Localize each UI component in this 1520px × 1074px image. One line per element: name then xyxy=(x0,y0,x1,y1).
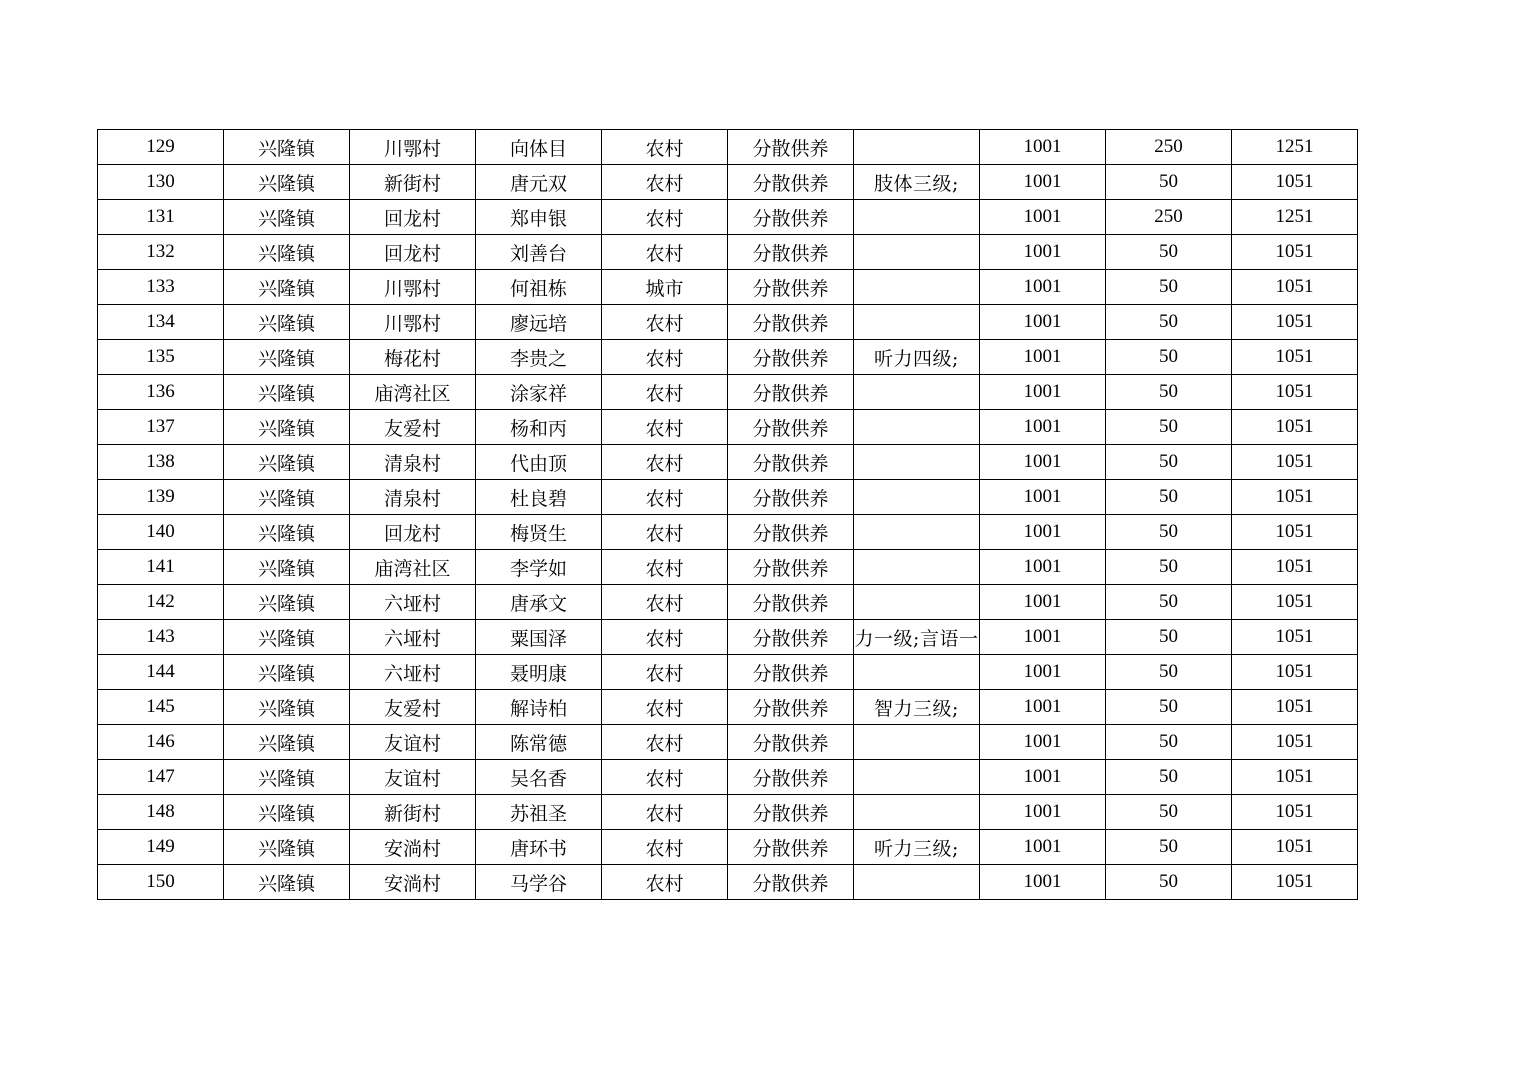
town-cell: 兴隆镇 xyxy=(224,725,350,760)
support-type-cell: 分散供养 xyxy=(728,340,854,375)
table-row xyxy=(98,865,1358,900)
disability-note-cell xyxy=(854,795,980,830)
index-cell: 139 xyxy=(98,480,224,515)
table-row xyxy=(98,655,1358,690)
household-type-cell: 农村 xyxy=(602,375,728,410)
total-amount-cell: 1051 xyxy=(1232,620,1358,655)
base-amount-cell: 1001 xyxy=(980,445,1106,480)
support-type-cell: 分散供养 xyxy=(728,550,854,585)
base-amount-cell: 1001 xyxy=(980,865,1106,900)
support-type-cell: 分散供养 xyxy=(728,130,854,165)
table-row xyxy=(98,830,1358,865)
base-amount-cell: 1001 xyxy=(980,480,1106,515)
disability-note-cell xyxy=(854,200,980,235)
village-cell: 庙湾社区 xyxy=(350,375,476,410)
index-cell: 134 xyxy=(98,305,224,340)
base-amount-cell: 1001 xyxy=(980,235,1106,270)
household-type-cell: 农村 xyxy=(602,725,728,760)
extra-amount-cell: 50 xyxy=(1106,165,1232,200)
town-cell: 兴隆镇 xyxy=(224,515,350,550)
town-cell: 兴隆镇 xyxy=(224,760,350,795)
base-amount-cell: 1001 xyxy=(980,655,1106,690)
village-cell: 回龙村 xyxy=(350,515,476,550)
disability-note-cell xyxy=(854,515,980,550)
extra-amount-cell: 50 xyxy=(1106,305,1232,340)
name-cell: 涂家祥 xyxy=(476,375,602,410)
table-row xyxy=(98,795,1358,830)
total-amount-cell: 1051 xyxy=(1232,410,1358,445)
disability-note-cell xyxy=(854,305,980,340)
index-cell: 146 xyxy=(98,725,224,760)
total-amount-cell: 1051 xyxy=(1232,480,1358,515)
table-row xyxy=(98,550,1358,585)
extra-amount-cell: 50 xyxy=(1106,410,1232,445)
table-row xyxy=(98,305,1358,340)
household-type-cell: 农村 xyxy=(602,620,728,655)
base-amount-cell: 1001 xyxy=(980,620,1106,655)
table-row xyxy=(98,515,1358,550)
table-row xyxy=(98,340,1358,375)
household-type-cell: 农村 xyxy=(602,865,728,900)
name-cell: 向体目 xyxy=(476,130,602,165)
village-cell: 友谊村 xyxy=(350,760,476,795)
town-cell: 兴隆镇 xyxy=(224,375,350,410)
base-amount-cell: 1001 xyxy=(980,200,1106,235)
index-cell: 150 xyxy=(98,865,224,900)
total-amount-cell: 1051 xyxy=(1232,795,1358,830)
town-cell: 兴隆镇 xyxy=(224,270,350,305)
total-amount-cell: 1051 xyxy=(1232,515,1358,550)
village-cell: 清泉村 xyxy=(350,480,476,515)
total-amount-cell: 1051 xyxy=(1232,585,1358,620)
town-cell: 兴隆镇 xyxy=(224,235,350,270)
extra-amount-cell: 50 xyxy=(1106,340,1232,375)
extra-amount-cell: 50 xyxy=(1106,585,1232,620)
extra-amount-cell: 50 xyxy=(1106,795,1232,830)
disability-note-cell xyxy=(854,760,980,795)
table-row xyxy=(98,690,1358,725)
name-cell: 粟国泽 xyxy=(476,620,602,655)
total-amount-cell: 1251 xyxy=(1232,200,1358,235)
name-cell: 聂明康 xyxy=(476,655,602,690)
town-cell: 兴隆镇 xyxy=(224,340,350,375)
town-cell: 兴隆镇 xyxy=(224,865,350,900)
base-amount-cell: 1001 xyxy=(980,725,1106,760)
index-cell: 140 xyxy=(98,515,224,550)
town-cell: 兴隆镇 xyxy=(224,795,350,830)
base-amount-cell: 1001 xyxy=(980,690,1106,725)
index-cell: 149 xyxy=(98,830,224,865)
total-amount-cell: 1051 xyxy=(1232,655,1358,690)
base-amount-cell: 1001 xyxy=(980,130,1106,165)
support-type-cell: 分散供养 xyxy=(728,760,854,795)
support-type-cell: 分散供养 xyxy=(728,515,854,550)
support-type-cell: 分散供养 xyxy=(728,725,854,760)
village-cell: 新街村 xyxy=(350,795,476,830)
table-row xyxy=(98,130,1358,165)
extra-amount-cell: 50 xyxy=(1106,550,1232,585)
support-type-cell: 分散供养 xyxy=(728,865,854,900)
extra-amount-cell: 50 xyxy=(1106,235,1232,270)
household-type-cell: 农村 xyxy=(602,585,728,620)
disability-note-cell xyxy=(854,445,980,480)
town-cell: 兴隆镇 xyxy=(224,690,350,725)
extra-amount-cell: 250 xyxy=(1106,130,1232,165)
disability-note-cell xyxy=(854,655,980,690)
household-type-cell: 农村 xyxy=(602,550,728,585)
support-type-cell: 分散供养 xyxy=(728,620,854,655)
total-amount-cell: 1051 xyxy=(1232,375,1358,410)
extra-amount-cell: 50 xyxy=(1106,375,1232,410)
village-cell: 川鄂村 xyxy=(350,305,476,340)
village-cell: 川鄂村 xyxy=(350,130,476,165)
base-amount-cell: 1001 xyxy=(980,410,1106,445)
name-cell: 唐环书 xyxy=(476,830,602,865)
support-type-cell: 分散供养 xyxy=(728,830,854,865)
index-cell: 141 xyxy=(98,550,224,585)
town-cell: 兴隆镇 xyxy=(224,165,350,200)
total-amount-cell: 1251 xyxy=(1232,130,1358,165)
disability-note-cell xyxy=(854,725,980,760)
household-type-cell: 农村 xyxy=(602,480,728,515)
extra-amount-cell: 250 xyxy=(1106,200,1232,235)
support-type-cell: 分散供养 xyxy=(728,200,854,235)
village-cell: 清泉村 xyxy=(350,445,476,480)
index-cell: 133 xyxy=(98,270,224,305)
village-cell: 六垭村 xyxy=(350,585,476,620)
total-amount-cell: 1051 xyxy=(1232,690,1358,725)
table-body xyxy=(98,130,1358,900)
name-cell: 陈常德 xyxy=(476,725,602,760)
index-cell: 145 xyxy=(98,690,224,725)
extra-amount-cell: 50 xyxy=(1106,515,1232,550)
table-row xyxy=(98,270,1358,305)
household-type-cell: 农村 xyxy=(602,830,728,865)
support-type-cell: 分散供养 xyxy=(728,795,854,830)
extra-amount-cell: 50 xyxy=(1106,830,1232,865)
total-amount-cell: 1051 xyxy=(1232,270,1358,305)
name-cell: 唐承文 xyxy=(476,585,602,620)
table-row xyxy=(98,585,1358,620)
base-amount-cell: 1001 xyxy=(980,305,1106,340)
support-type-cell: 分散供养 xyxy=(728,585,854,620)
town-cell: 兴隆镇 xyxy=(224,655,350,690)
disability-note-cell: 智力三级; xyxy=(854,690,980,725)
town-cell: 兴隆镇 xyxy=(224,830,350,865)
town-cell: 兴隆镇 xyxy=(224,620,350,655)
index-cell: 144 xyxy=(98,655,224,690)
extra-amount-cell: 50 xyxy=(1106,865,1232,900)
household-type-cell: 农村 xyxy=(602,760,728,795)
village-cell: 川鄂村 xyxy=(350,270,476,305)
household-type-cell: 农村 xyxy=(602,165,728,200)
support-type-cell: 分散供养 xyxy=(728,375,854,410)
index-cell: 143 xyxy=(98,620,224,655)
village-cell: 友爱村 xyxy=(350,690,476,725)
support-type-cell: 分散供养 xyxy=(728,165,854,200)
disability-note-cell xyxy=(854,130,980,165)
index-cell: 129 xyxy=(98,130,224,165)
town-cell: 兴隆镇 xyxy=(224,305,350,340)
extra-amount-cell: 50 xyxy=(1106,725,1232,760)
name-cell: 苏祖圣 xyxy=(476,795,602,830)
household-type-cell: 农村 xyxy=(602,235,728,270)
data-table xyxy=(97,129,1358,900)
disability-note-cell: 肢体三级; xyxy=(854,165,980,200)
index-cell: 147 xyxy=(98,760,224,795)
disability-note-cell xyxy=(854,550,980,585)
town-cell: 兴隆镇 xyxy=(224,130,350,165)
disability-note-cell xyxy=(854,865,980,900)
name-cell: 杜良碧 xyxy=(476,480,602,515)
name-cell: 马学谷 xyxy=(476,865,602,900)
index-cell: 137 xyxy=(98,410,224,445)
base-amount-cell: 1001 xyxy=(980,830,1106,865)
village-cell: 友爱村 xyxy=(350,410,476,445)
disability-note-cell xyxy=(854,270,980,305)
support-type-cell: 分散供养 xyxy=(728,410,854,445)
name-cell: 代由顶 xyxy=(476,445,602,480)
total-amount-cell: 1051 xyxy=(1232,235,1358,270)
total-amount-cell: 1051 xyxy=(1232,305,1358,340)
town-cell: 兴隆镇 xyxy=(224,480,350,515)
extra-amount-cell: 50 xyxy=(1106,690,1232,725)
index-cell: 135 xyxy=(98,340,224,375)
household-type-cell: 农村 xyxy=(602,410,728,445)
extra-amount-cell: 50 xyxy=(1106,620,1232,655)
household-type-cell: 农村 xyxy=(602,340,728,375)
base-amount-cell: 1001 xyxy=(980,340,1106,375)
base-amount-cell: 1001 xyxy=(980,515,1106,550)
table-row xyxy=(98,200,1358,235)
village-cell: 安淌村 xyxy=(350,865,476,900)
household-type-cell: 农村 xyxy=(602,445,728,480)
extra-amount-cell: 50 xyxy=(1106,655,1232,690)
index-cell: 138 xyxy=(98,445,224,480)
table-row xyxy=(98,725,1358,760)
table-row xyxy=(98,620,1358,655)
disability-note-cell: 听力四级; xyxy=(854,340,980,375)
base-amount-cell: 1001 xyxy=(980,270,1106,305)
table-row xyxy=(98,165,1358,200)
village-cell: 六垭村 xyxy=(350,655,476,690)
support-type-cell: 分散供养 xyxy=(728,445,854,480)
town-cell: 兴隆镇 xyxy=(224,200,350,235)
total-amount-cell: 1051 xyxy=(1232,165,1358,200)
support-type-cell: 分散供养 xyxy=(728,270,854,305)
support-type-cell: 分散供养 xyxy=(728,655,854,690)
total-amount-cell: 1051 xyxy=(1232,760,1358,795)
name-cell: 解诗柏 xyxy=(476,690,602,725)
support-type-cell: 分散供养 xyxy=(728,690,854,725)
base-amount-cell: 1001 xyxy=(980,550,1106,585)
disability-note-cell xyxy=(854,585,980,620)
index-cell: 142 xyxy=(98,585,224,620)
household-type-cell: 农村 xyxy=(602,130,728,165)
total-amount-cell: 1051 xyxy=(1232,830,1358,865)
name-cell: 李学如 xyxy=(476,550,602,585)
name-cell: 杨和丙 xyxy=(476,410,602,445)
household-type-cell: 农村 xyxy=(602,305,728,340)
household-type-cell: 农村 xyxy=(602,795,728,830)
base-amount-cell: 1001 xyxy=(980,760,1106,795)
name-cell: 廖远培 xyxy=(476,305,602,340)
household-type-cell: 农村 xyxy=(602,515,728,550)
index-cell: 148 xyxy=(98,795,224,830)
village-cell: 回龙村 xyxy=(350,200,476,235)
disability-note-cell xyxy=(854,235,980,270)
disability-note-cell xyxy=(854,410,980,445)
household-type-cell: 农村 xyxy=(602,690,728,725)
household-type-cell: 农村 xyxy=(602,200,728,235)
village-cell: 回龙村 xyxy=(350,235,476,270)
household-type-cell: 城市 xyxy=(602,270,728,305)
village-cell: 新街村 xyxy=(350,165,476,200)
table-row xyxy=(98,410,1358,445)
name-cell: 梅贤生 xyxy=(476,515,602,550)
disability-note-cell: 力一级;言语一 xyxy=(854,620,980,655)
total-amount-cell: 1051 xyxy=(1232,550,1358,585)
household-type-cell: 农村 xyxy=(602,655,728,690)
base-amount-cell: 1001 xyxy=(980,795,1106,830)
town-cell: 兴隆镇 xyxy=(224,445,350,480)
village-cell: 友谊村 xyxy=(350,725,476,760)
village-cell: 梅花村 xyxy=(350,340,476,375)
disability-note-cell xyxy=(854,375,980,410)
total-amount-cell: 1051 xyxy=(1232,725,1358,760)
extra-amount-cell: 50 xyxy=(1106,445,1232,480)
town-cell: 兴隆镇 xyxy=(224,410,350,445)
name-cell: 郑申银 xyxy=(476,200,602,235)
village-cell: 六垭村 xyxy=(350,620,476,655)
name-cell: 吴名香 xyxy=(476,760,602,795)
disability-note-cell: 听力三级; xyxy=(854,830,980,865)
index-cell: 132 xyxy=(98,235,224,270)
support-type-cell: 分散供养 xyxy=(728,480,854,515)
extra-amount-cell: 50 xyxy=(1106,760,1232,795)
index-cell: 136 xyxy=(98,375,224,410)
base-amount-cell: 1001 xyxy=(980,585,1106,620)
extra-amount-cell: 50 xyxy=(1106,270,1232,305)
base-amount-cell: 1001 xyxy=(980,375,1106,410)
disability-note-cell xyxy=(854,480,980,515)
total-amount-cell: 1051 xyxy=(1232,445,1358,480)
total-amount-cell: 1051 xyxy=(1232,340,1358,375)
extra-amount-cell: 50 xyxy=(1106,480,1232,515)
town-cell: 兴隆镇 xyxy=(224,550,350,585)
town-cell: 兴隆镇 xyxy=(224,585,350,620)
village-cell: 安淌村 xyxy=(350,830,476,865)
name-cell: 何祖栋 xyxy=(476,270,602,305)
support-type-cell: 分散供养 xyxy=(728,235,854,270)
total-amount-cell: 1051 xyxy=(1232,865,1358,900)
name-cell: 唐元双 xyxy=(476,165,602,200)
base-amount-cell: 1001 xyxy=(980,165,1106,200)
table-row xyxy=(98,760,1358,795)
name-cell: 李贵之 xyxy=(476,340,602,375)
table-row xyxy=(98,480,1358,515)
index-cell: 131 xyxy=(98,200,224,235)
index-cell: 130 xyxy=(98,165,224,200)
table-row xyxy=(98,235,1358,270)
table-row xyxy=(98,375,1358,410)
name-cell: 刘善台 xyxy=(476,235,602,270)
support-type-cell: 分散供养 xyxy=(728,305,854,340)
village-cell: 庙湾社区 xyxy=(350,550,476,585)
table-row xyxy=(98,445,1358,480)
